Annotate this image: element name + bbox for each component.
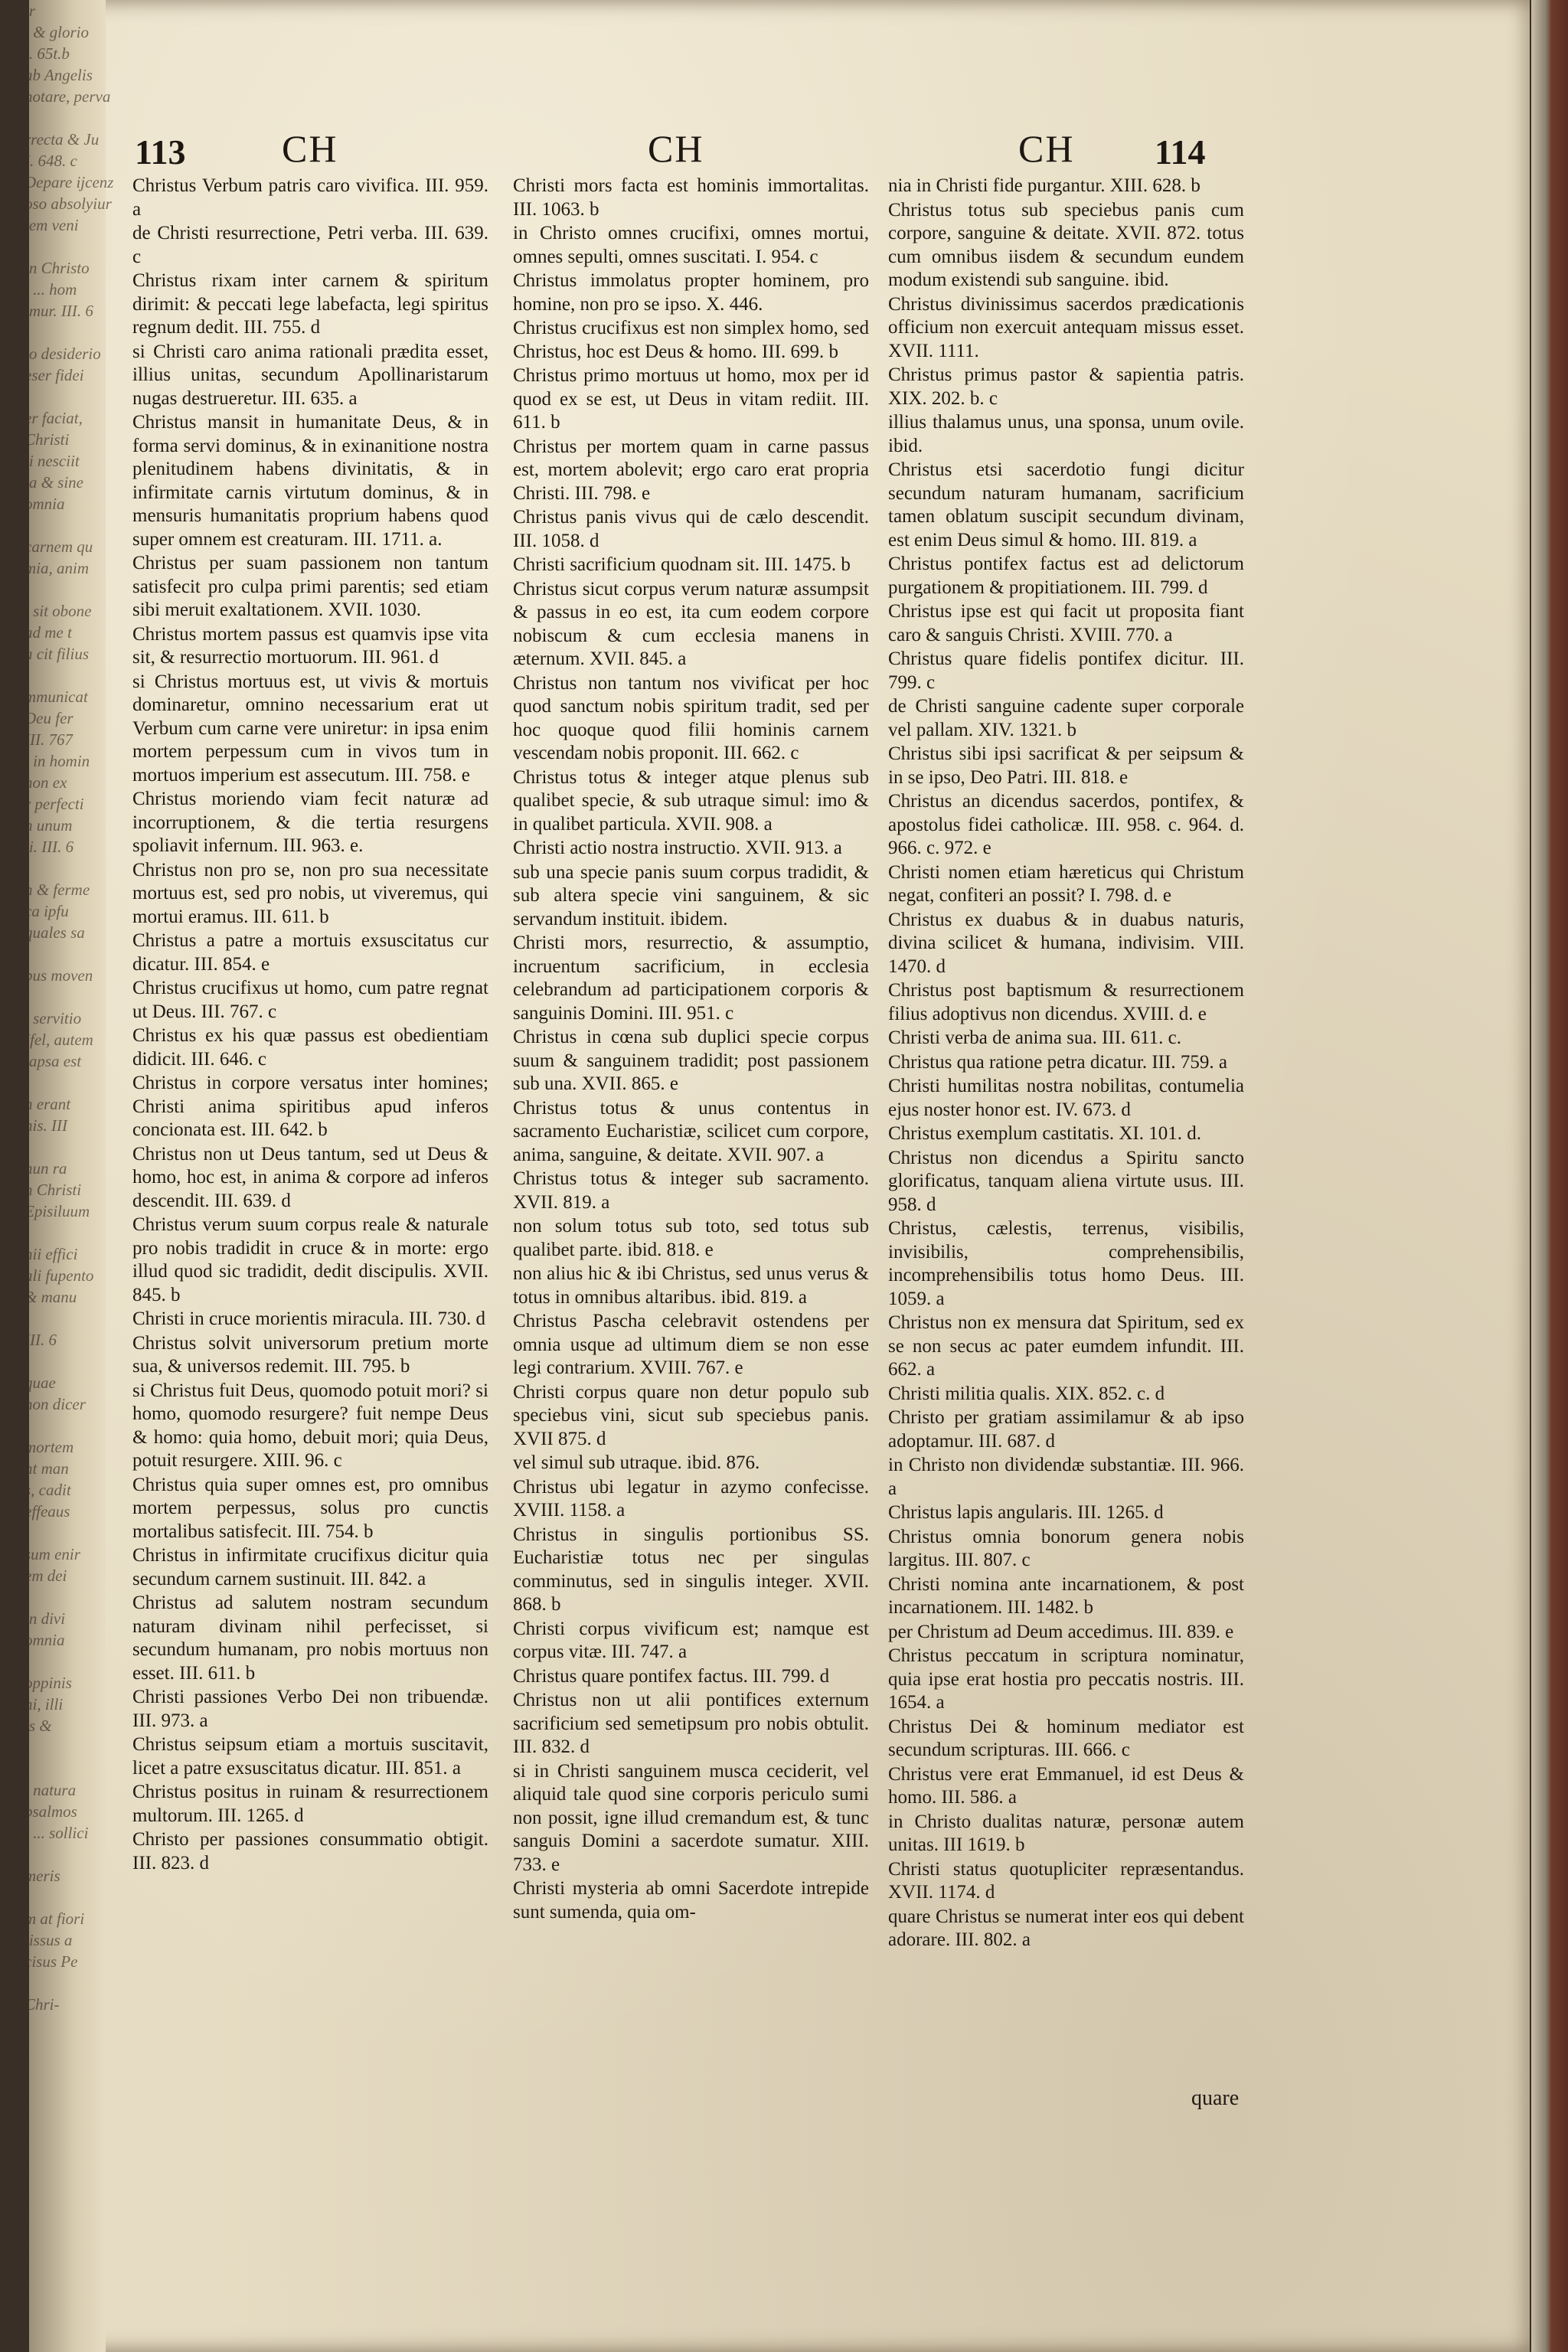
gutter-fragment: to desiderio bbox=[24, 345, 101, 363]
index-entry: Christus Verbum patris caro vivifica. III. 959. a bbox=[132, 175, 488, 220]
gutter-fragment: rrecta & Ju bbox=[24, 130, 100, 149]
index-entry: in Christo dualitas naturæ, personæ autem unitas. III 1619. b bbox=[888, 1811, 1244, 1855]
index-entry: in Christo non dividendæ substantiæ. III. 966. a bbox=[888, 1455, 1244, 1499]
gutter-fragment: ca ipfu bbox=[24, 902, 69, 920]
gutter-fragment: r perfecti bbox=[24, 795, 84, 813]
gutter-fragment: meris bbox=[24, 1867, 60, 1885]
index-entry: Christus mansit in humanitate Deus, & in forma servi dominus, & in exinanitione nostra plenitudinem habens divinitatis, & in infirmitate carnis virtutum dominus, & in mensuris humanitatis proprium habens quod super omnem est creaturam. III. 1711. a. bbox=[132, 412, 488, 550]
gutter-fragment: Deu fer bbox=[24, 709, 74, 727]
gutter-fragment: mmunicat bbox=[24, 688, 88, 706]
gutter-fragment: bus moven bbox=[24, 966, 93, 985]
index-entry: Christus ad salutem nostram secundum naturam divinam nihil perfecisset, si secundum humanam, pro nobis mortuus non esset. III. 611. b bbox=[132, 1592, 488, 1684]
index-entry: Christus an dicendus sacerdos, pontifex, & apostolus fidei catholicæ. III. 958. c. 964. d. 966. c. 972. e bbox=[888, 791, 1244, 858]
gutter-fragment bbox=[24, 1758, 106, 1779]
index-entry: Christus vere erat Emmanuel, id est Deus & homo. III. 586. a bbox=[888, 1763, 1244, 1808]
gutter-fragment: quales sa bbox=[24, 923, 85, 942]
gutter-fragment bbox=[24, 1886, 106, 1908]
index-entry: si in Christi sanguinem musca ceciderit, vel aliquid tale quod sine corporis periculo sumi non possit, igne illud cremandum est, & tunc sanguis Domini a sacerdote sumatur. XIII. 733. e bbox=[513, 1760, 869, 1875]
index-entry: Christo per gratiam assimilamur & ab ipso adoptamur. III. 687. d bbox=[888, 1407, 1244, 1452]
index-entry: Christus seipsum etiam a mortuis suscitavit, licet a patre exsuscitatus dicatur. III. 851. a bbox=[132, 1734, 488, 1779]
gutter-fragment: in divi bbox=[24, 1609, 66, 1628]
index-entry: Christus primo mortuus ut homo, mox per id quod ex se est, ut Deus in vitam rediit. III. 611. b bbox=[513, 365, 869, 433]
gutter-fragment: mortem bbox=[24, 1438, 74, 1456]
index-entry: Christus crucifixus ut homo, cum patre regnat ut Deus. III. 767. c bbox=[132, 978, 488, 1022]
index-entry: Christus sicut corpus verum naturæ assumpsit & passus in eo est, ita cum eodem corpore nobiscum & cum ecclesia manens in æternum. XVII. 845. a bbox=[513, 578, 869, 669]
gutter-fragment bbox=[24, 514, 106, 536]
index-entry: non alius hic & ibi Christus, sed unus verus & totus in omnibus altaribus. ibid. 819. a bbox=[513, 1263, 869, 1308]
index-entry: Christus divinissimus sacerdos prædicationis officium non exercuit antequam missus esset. XVII. 1111. bbox=[888, 293, 1244, 361]
index-entry: Christus peccatum in scriptura nominatur, quia ipse erat hostia pro peccatis nostris. III. 1654. a bbox=[888, 1645, 1244, 1713]
gutter-fragment: s, cadit bbox=[24, 1481, 71, 1499]
gutter-fragment: I. 648. c bbox=[24, 152, 77, 170]
index-entry: Christus verum suum corpus reale & naturale pro nobis tradidit in cruce & in morte: ergo illud quod sic tradidit, dedit discipulis. XVII. 845. b bbox=[132, 1214, 488, 1305]
index-entry: non solum totus sub toto, sed totus sub qualibet parte. ibid. 818. e bbox=[513, 1216, 869, 1260]
gutter-fragment: sum enir bbox=[24, 1545, 80, 1563]
gutter-fragment: n unum bbox=[24, 816, 73, 835]
gutter-fragment bbox=[24, 1651, 106, 1672]
gutter-fragment: t natura bbox=[24, 1781, 77, 1799]
gutter-fragment bbox=[24, 1844, 106, 1865]
index-entry: Christus non ex mensura dat Spiritum, sed ex se non secus ac pater eumdem infundit. III. 662. a bbox=[888, 1312, 1244, 1380]
index-entry: Christus pontifex factus est ad delictorum purgationem & propitiationem. III. 799. d bbox=[888, 554, 1244, 598]
gutter-fragment: t in homin bbox=[24, 752, 90, 770]
gutter-fragment: a cit filius bbox=[24, 645, 89, 663]
gutter-fragment: m at fiori bbox=[24, 1909, 85, 1928]
gutter-fragment: notare, perva bbox=[24, 87, 111, 106]
index-entry: Christus etsi sacerdotio fungi dicitur secundum naturam humanam, sacrificium tamen oblatum suscipit secundum divinam, est enim Deus simul & homo. III. 819. a bbox=[888, 459, 1244, 550]
gutter-fragment: nii effici bbox=[24, 1245, 78, 1263]
facing-page-gutter bbox=[24, 0, 114, 2352]
index-entry: Christi nomen etiam hæreticus qui Christum negat, confiteri an possit? I. 798. d. e bbox=[888, 861, 1244, 906]
index-entry: Christus in infirmitate crucifixus dicitur quia secundum carnem sustinuit. III. 842. a bbox=[132, 1545, 488, 1589]
index-entry: Christus quare fidelis pontifex dicitur. III. 799. c bbox=[888, 648, 1244, 693]
index-entry: Christus exemplum castitatis. XI. 101. d. bbox=[888, 1123, 1201, 1144]
index-entry: Christus ipse est qui facit ut proposita fiant caro & sanguis Christi. XVIII. 770. a bbox=[888, 601, 1244, 645]
gutter-fragment: III. 767 bbox=[24, 730, 73, 749]
gutter-fragment bbox=[24, 1415, 106, 1436]
gutter-fragment bbox=[24, 1222, 106, 1243]
gutter-fragment bbox=[24, 1136, 106, 1158]
index-entry: de Christi resurrectione, Petri verba. III. 639. c bbox=[132, 223, 488, 267]
index-entry: Christus sibi ipsi sacrificat & per seipsum & in se ipso, Deo Patri. III. 818. e bbox=[888, 743, 1244, 788]
index-entry: Christus Dei & hominum mediator est secundum scripturas. III. 666. c bbox=[888, 1716, 1244, 1760]
index-entry: Christus immolatus propter hominem, pro homine, non pro se ipso. X. 446. bbox=[513, 270, 869, 315]
gutter-fragment: omnia bbox=[24, 1631, 65, 1649]
index-entry: si Christi caro anima rationali prædita esset, illius unitas, secundum Apollinaristarum nugas destrueretur. III. 635. a bbox=[132, 341, 488, 409]
gutter-fragment: er faciat, bbox=[24, 409, 83, 427]
running-head-center: CH bbox=[648, 127, 704, 170]
gutter-fragment: oso absolyiur bbox=[24, 194, 112, 213]
gutter-fragment: t ... hom bbox=[24, 280, 77, 299]
index-entry: Christus omnia bonorum genera nobis largitus. III. 807. c bbox=[888, 1526, 1244, 1570]
gutter-fragment bbox=[24, 1586, 106, 1608]
index-entry: Christi in cruce morientis miracula. III. 730. d bbox=[132, 1308, 485, 1329]
index-entry: Christi sacrificium quodnam sit. III. 1475. b bbox=[513, 554, 851, 575]
index-entry: Christus a patre a mortuis exsuscitatus cur dicatur. III. 854. e bbox=[132, 930, 488, 975]
index-entry: Christus panis vivus qui de cælo descendit. III. 1058. d bbox=[513, 507, 869, 551]
gutter-fragment: Episiluum bbox=[24, 1202, 90, 1220]
index-entry: si Christus fuit Deus, quomodo potuit mori? si homo, quomodo resurgere? fuit nempe Deus & homo: quia homo, debuit mori; quia Deus, potuit resurgere. XIII. 96. c bbox=[132, 1380, 488, 1471]
index-entry: per Christum ad Deum accedimus. III. 839. e bbox=[888, 1621, 1234, 1642]
gutter-fragment bbox=[24, 1351, 106, 1372]
index-entry: Christus per suam passionem non tantum satisfecit pro culpa primi parentis; sed etiam sibi meruit exaltationem. XVII. 1030. bbox=[132, 553, 488, 620]
gutter-fragment bbox=[24, 1522, 106, 1544]
gutter-fragment: em dei bbox=[24, 1566, 67, 1585]
gutter-fragment bbox=[24, 1308, 106, 1329]
gutter-fragment: t & glorio bbox=[24, 23, 90, 41]
index-entry: nia in Christi fide purgantur. XIII. 628. b bbox=[888, 175, 1200, 196]
gutter-fragment: effeaus bbox=[24, 1502, 70, 1521]
index-entry: Christus lapis angularis. III. 1265. d bbox=[888, 1502, 1164, 1523]
gutter-fragment: t servitio bbox=[24, 1009, 82, 1027]
index-entry: Christi humilitas nostra nobilitas, contumelia ejus noster honor est. IV. 673. d bbox=[888, 1076, 1244, 1120]
gutter-fragment bbox=[24, 1972, 106, 1994]
index-entry: de Christi sanguine cadente super corporale vel pallam. XIV. 1321. b bbox=[888, 696, 1244, 740]
gutter-fragment: ii. III. 6 bbox=[24, 838, 74, 856]
gutter-fragment: n Christi bbox=[24, 1181, 82, 1199]
gutter-fragment: tr bbox=[24, 2, 36, 20]
index-column-1 bbox=[132, 175, 488, 1876]
gutter-fragment bbox=[24, 943, 106, 965]
gutter-fragment: imur. III. 6 bbox=[24, 302, 93, 320]
index-entry: Christi status quotupliciter repræsentandus. XVII. 1174. d bbox=[888, 1858, 1244, 1903]
index-entry: Christus Pascha celebravit ostendens per omnia usque ad ultimum diem se non esse legi contrarium. XVIII. 767. e bbox=[513, 1311, 869, 1378]
gutter-fragment: Christi bbox=[24, 430, 70, 449]
index-entry: Christus rixam inter carnem & spiritum dirimit: & peccati lege labefacta, legi spiritus regnum dedit. III. 755. d bbox=[132, 270, 488, 338]
gutter-fragment: psalmos bbox=[24, 1802, 77, 1821]
index-entry: Christus crucifixus est non simplex homo, sed Christus, hoc est Deus & homo. III. 699. b bbox=[513, 318, 869, 362]
gutter-fragment: i sit obone bbox=[24, 602, 92, 620]
gutter-fragment bbox=[24, 579, 106, 600]
index-entry: Christi verba de anima sua. III. 611. c. bbox=[888, 1027, 1181, 1048]
gutter-fragment bbox=[24, 236, 106, 257]
gutter-fragment: Ifel, autem bbox=[24, 1031, 93, 1049]
index-entry: Christus non dicendus a Spiritu sancto glorificatus, tanquam aliena virtute usus. III. 958. d bbox=[888, 1147, 1244, 1215]
gutter-fragment: is & bbox=[24, 1717, 52, 1735]
index-entry: in Christo omnes crucifixi, omnes mortui, omnes sepulti, omnes suscitati. I. 954. c bbox=[513, 223, 869, 267]
index-column-2 bbox=[513, 175, 869, 1925]
gutter-fragment bbox=[24, 1736, 106, 1758]
running-head-left: CH bbox=[282, 127, 338, 170]
index-entry: Christi mysteria ab omni Sacerdote intrepide sunt sumenda, quia om- bbox=[513, 1878, 869, 1922]
index-entry: Christi nomina ante incarnationem, & post incarnationem. III. 1482. b bbox=[888, 1573, 1244, 1618]
gutter-fragment bbox=[24, 858, 106, 879]
index-entry: Christus quia super omnes est, pro omnibus mortem perpessus, solus pro cunctis mortalibus satisfecit. III. 754. b bbox=[132, 1474, 488, 1542]
index-entry: Christi corpus vivificum est; namque est corpus vitæ. III. 747. a bbox=[513, 1618, 869, 1662]
index-entry: Christus non ut Deus tantum, sed ut Deus & homo, hoc est, in anima & corpore ad inferos descendit. III. 639. d bbox=[132, 1143, 488, 1211]
index-entry: Christus totus sub speciebus panis cum corpore, sanguine & deitate. XVII. 872. totus cum omnibus iisdem & secundum eundem modum existendi sub sanguine. ibid. bbox=[888, 199, 1244, 290]
index-entry: Christus ex duabus & in duabus naturis, divina scilicet & humana, indivisim. VIII. 1470. d bbox=[888, 909, 1244, 977]
gutter-fragment bbox=[24, 986, 106, 1008]
gutter-fragment: lapsa est bbox=[24, 1052, 82, 1070]
index-entry: Christus qua ratione petra dicatur. III. 759. a bbox=[888, 1051, 1227, 1073]
gutter-fragment: eser fidei bbox=[24, 366, 84, 384]
gutter-fragment: nun ra bbox=[24, 1159, 67, 1178]
gutter-fragment: i ... sollici bbox=[24, 1824, 89, 1842]
index-entry: Christus quare pontifex factus. III. 799. d bbox=[513, 1665, 830, 1687]
index-entry: si Christus mortuus est, ut vivis & mortuis dominaretur, omnino necessarium erat ut Verbum cum carne vere uniretur: in ipsa enim mortem perpessum cum in vivos tum in mortuos imperium est assecutum. III. 758. e bbox=[132, 671, 488, 786]
gutter-fragment: nt man bbox=[24, 1459, 69, 1478]
page-number-right: 114 bbox=[1155, 132, 1206, 172]
gutter-fragment: ta & sine bbox=[24, 473, 83, 492]
index-entry: Christi corpus quare non detur populo sub speciebus vini, sicut sub speciebus panis. XVII 875. d bbox=[513, 1381, 869, 1449]
gutter-fragment bbox=[24, 107, 106, 129]
gutter-fragment: III. 6 bbox=[24, 1331, 57, 1349]
gutter-fragment: n & ferme bbox=[24, 880, 90, 899]
index-entry: Christi militia qualis. XIX. 852. c. d bbox=[888, 1383, 1165, 1404]
gutter-fragment: i. 65t.b bbox=[24, 44, 70, 63]
gutter-fragment bbox=[24, 1072, 106, 1093]
gutter-fragment: in Christo bbox=[24, 259, 90, 277]
index-entry: Christus in cœna sub duplici specie corpus suum & sanguinem tradidit; post passionem sub una. XVII. 865. e bbox=[513, 1027, 869, 1094]
index-entry: Christus totus & unus contentus in sacramento Eucharistiæ, scilicet cum corpore, anima, sanguine, & deitate. XVII. 907. a bbox=[513, 1097, 869, 1165]
index-entry: illius thalamus unus, una sponsa, unum ovile. ibid. bbox=[888, 412, 1244, 456]
gutter-fragment bbox=[24, 665, 106, 686]
index-entry: Christus per mortem quam in carne passus est, mortem abolevit; ergo caro erat propria Christi. III. 798. e bbox=[513, 436, 869, 504]
gutter-fragment: omnia bbox=[24, 495, 65, 513]
index-entry: Christus totus & integer atque plenus sub qualibet specie, & sub utraque simul: imo & in qualibet particula. XVII. 908. a bbox=[513, 766, 869, 835]
gutter-fragment: Depare ijcenz bbox=[24, 173, 114, 191]
gutter-fragment: n erant bbox=[24, 1095, 71, 1113]
index-entry: Christus in corpore versatus inter homines; Christi anima spiritibus apud inferos concionata est. III. 642. b bbox=[132, 1073, 488, 1140]
index-entry: Christus ex his quæ passus est obedientiam didicit. III. 646. c bbox=[132, 1025, 488, 1070]
gutter-fragment: mia, anim bbox=[24, 559, 89, 577]
index-entry: Christus post baptismum & resurrectionem filius adoptivus non dicendus. XVIII. d. e bbox=[888, 980, 1244, 1024]
index-entry: Christus positus in ruinam & resurrectionem multorum. III. 1265. d bbox=[132, 1782, 488, 1826]
gutter-fragment: lissus a bbox=[24, 1931, 73, 1949]
gutter-fragment: ad me t bbox=[24, 623, 72, 642]
index-entry: Christus ubi legatur in azymo confecisse. XVIII. 1158. a bbox=[513, 1476, 869, 1521]
gutter-fragment: ali fupento bbox=[24, 1266, 94, 1285]
index-entry: Christus non ut alii pontifices externum sacrificium sed semetipsum pro nobis obtulit. III. 832. d bbox=[513, 1690, 869, 1757]
index-entry: Christus totus & integer sub sacramento. XVII. 819. a bbox=[513, 1168, 869, 1213]
gutter-fragment: cisus Pe bbox=[24, 1952, 78, 1971]
gutter-fragment: carnem qu bbox=[24, 537, 93, 556]
gutter-fragment: tem veni bbox=[24, 216, 79, 234]
gutter-fragment: non dicer bbox=[24, 1395, 86, 1413]
gutter-fragment: Chri- bbox=[24, 1995, 60, 2014]
gutter-fragment: quae bbox=[24, 1374, 56, 1392]
index-entry: Christus in singulis portionibus SS. Eucharistiæ totus nec per singulas comminutus, sed in singulis integer. XVII. 868. b bbox=[513, 1524, 869, 1615]
index-entry: Christi actio nostra instructio. XVII. 913. a bbox=[513, 838, 842, 858]
index-entry: Christi mors, resurrectio, & assumptio, incruentum sacrificium, in ecclesia celebrandum ad participationem corporis & sanguinis Domini. III. 951. c bbox=[513, 933, 869, 1024]
index-entry: Christus non pro se, non pro sua necessitate mortuus est, sed pro nobis, ut viveremus, qui mortui eramus. III. 611. b bbox=[132, 859, 488, 927]
index-entry: Christus, cælestis, terrenus, visibilis, invisibilis, comprehensibilis, incomprehensibilis totus homo Deus. III. 1059. a bbox=[888, 1218, 1244, 1309]
index-entry: Christus mortem passus est quamvis ipse vita sit, & resurrectio mortuorum. III. 961. d bbox=[132, 623, 488, 668]
gutter-fragment: oppinis bbox=[24, 1674, 72, 1692]
book-cover-edge bbox=[1531, 0, 1568, 2352]
book-page bbox=[24, 0, 1530, 2352]
running-head-right: CH bbox=[1018, 127, 1075, 170]
index-entry: quare Christus se numerat inter eos qui debent adorare. III. 802. a bbox=[888, 1906, 1244, 1950]
gutter-fragment bbox=[24, 322, 106, 343]
index-entry: vel simul sub utraque. ibid. 876. bbox=[513, 1452, 760, 1473]
gutter-fragment: non ex bbox=[24, 773, 67, 792]
gutter-fragment: ti nesciit bbox=[24, 452, 80, 470]
gutter-fragment bbox=[24, 386, 106, 407]
catchword: quare bbox=[1191, 2086, 1240, 2110]
index-entry: Christus solvit universorum pretium morte sua, & universos redemit. III. 795. b bbox=[132, 1332, 488, 1377]
gutter-fragment: ni, illi bbox=[24, 1695, 64, 1713]
index-entry: Christus non tantum nos vivificat per hoc quod sanctum nobis spiritum tradit, sed per hoc quoque quod filii hominis carnem vescendam nobis proponit. III. 662. c bbox=[513, 672, 869, 763]
index-entry: Christus primus pastor & sapientia patris. XIX. 202. b. c bbox=[888, 364, 1244, 409]
gutter-fragment: ab Angelis bbox=[24, 66, 93, 84]
gutter-fragment: & manu bbox=[24, 1288, 77, 1306]
index-entry: Christi mors facta est hominis immortalitas. III. 1063. b bbox=[513, 175, 869, 220]
index-entry: Christo per passiones consummatio obtigit. III. 823. d bbox=[132, 1829, 488, 1873]
index-entry: Christi passiones Verbo Dei non tribuendæ. III. 973. a bbox=[132, 1687, 488, 1731]
index-entry: sub una specie panis suum corpus tradidit, & sub altera specie vini sanguinem, & sic servandum instituit. ibidem. bbox=[513, 861, 869, 929]
index-entry: Christus moriendo viam fecit naturæ ad incorruptionem, & die tertia resurgens spoliavit infernum. III. 963. e. bbox=[132, 789, 488, 856]
index-column-3 bbox=[888, 175, 1244, 1953]
gutter-fragment: nis. III bbox=[24, 1116, 67, 1135]
page-number-left: 113 bbox=[135, 132, 186, 172]
